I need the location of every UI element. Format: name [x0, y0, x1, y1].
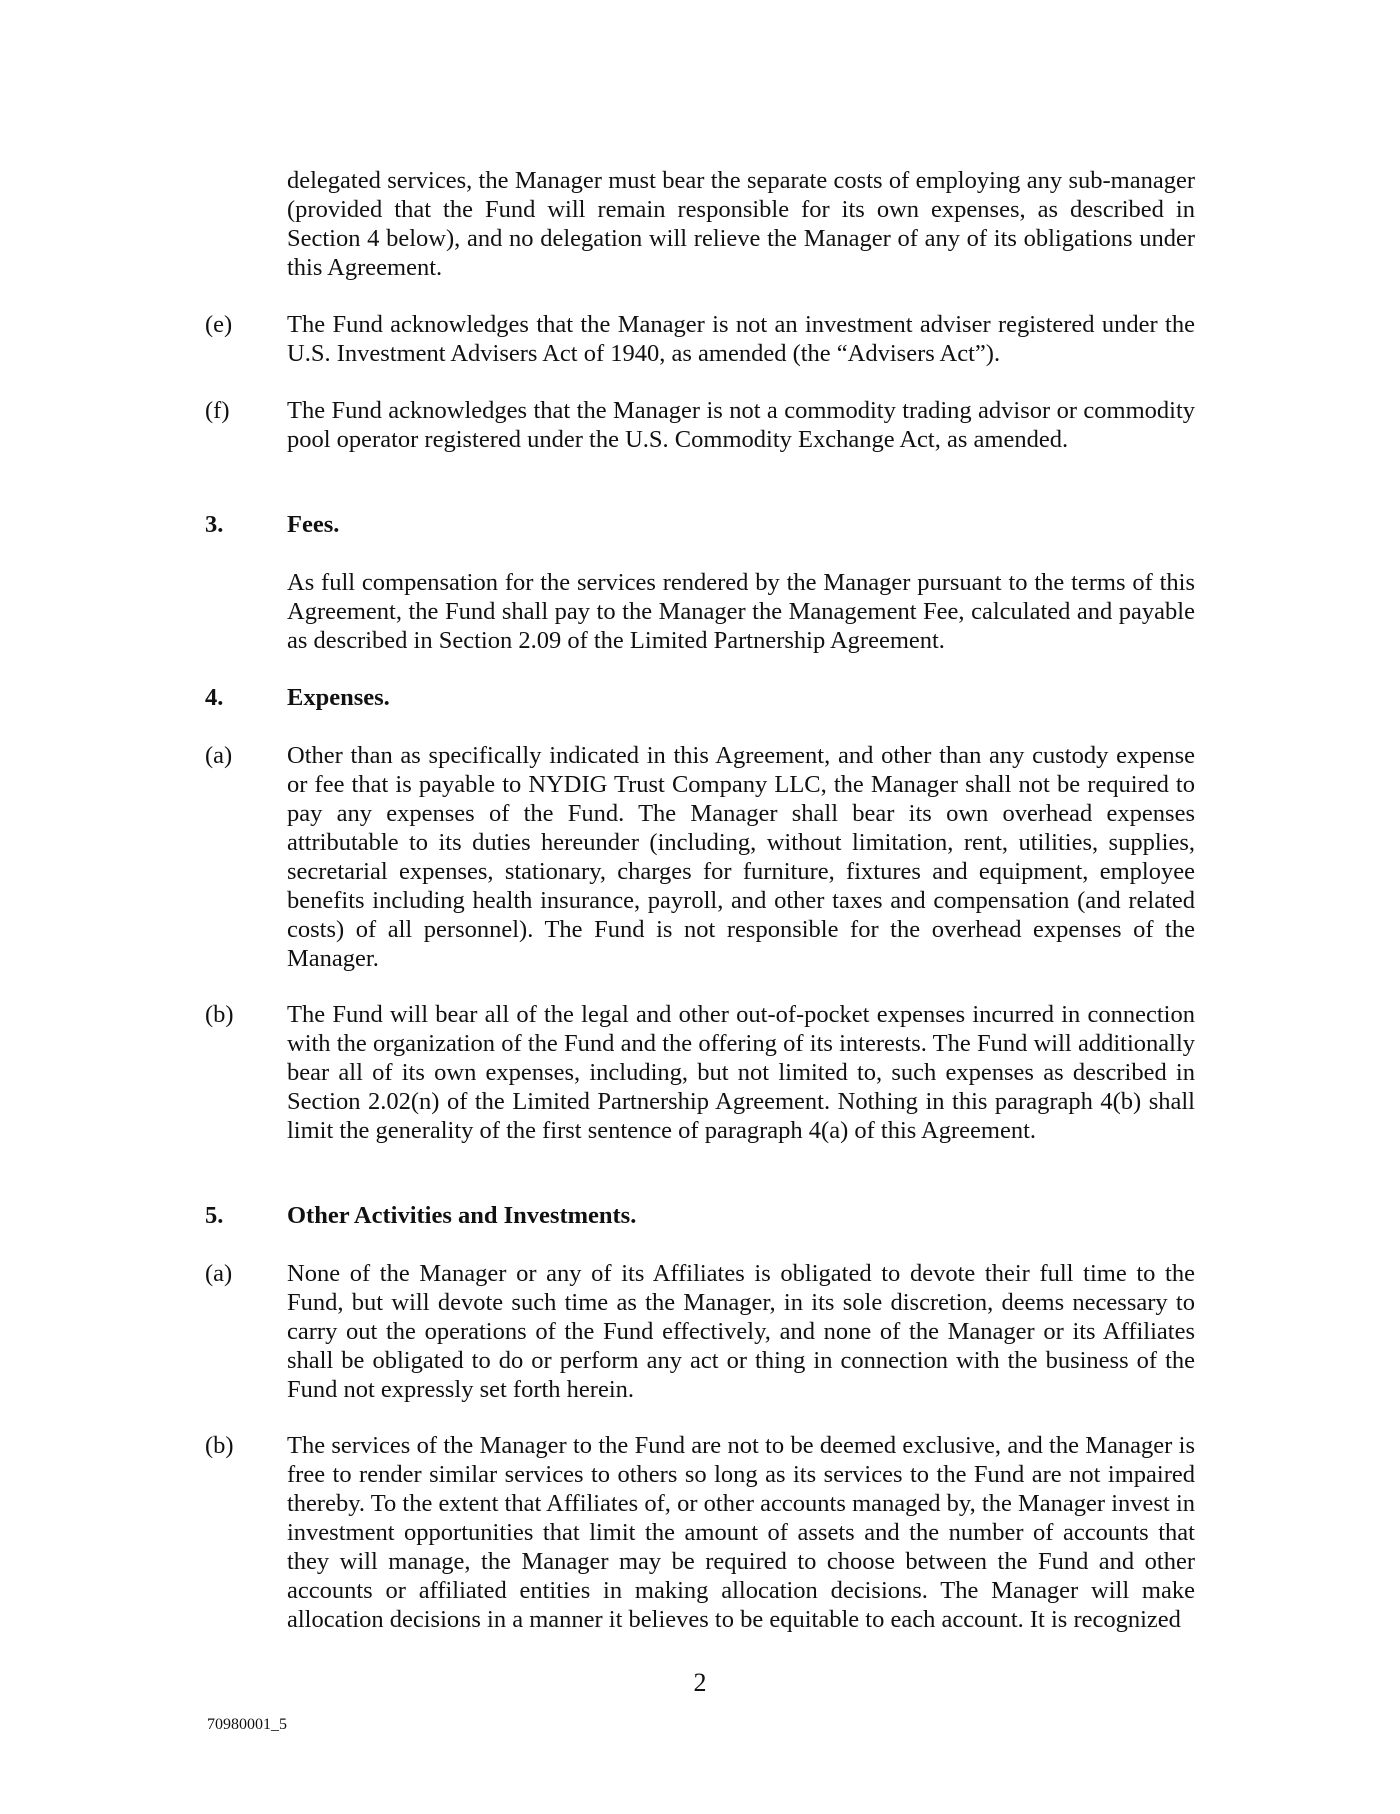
paragraph-marker: (e) [205, 311, 233, 338]
paragraph-2f [205, 396, 1195, 454]
section-number: 4. [205, 684, 224, 711]
section-3-body [205, 568, 1195, 655]
paragraph-5a [205, 1259, 1195, 1404]
section-4-heading [205, 683, 1195, 712]
section-title: Other Activities and Investments. [287, 1202, 637, 1229]
paragraph-text: Other than as specifically indicated in this Agreement, and other than any custody expense or fee that is payable to NYDIG Trust Company LLC, the Manager shall not be required to pay any expenses of the Fund. The Manager shall bear its own overhead expenses attributable to its duties hereunder (including, without limitation, rent, utilities, supplies, secretarial expenses, stationary, charges for furniture, fixtures and equipment, employee benefits including health insurance, payroll, and other taxes and compensation (and related costs) of all personnel). The Fund is not responsible for the overhead expenses of the Manager. [287, 742, 1195, 972]
paragraph-text: The Fund acknowledges that the Manager is not an investment adviser registered under the U.S. Investment Advisers Act of 1940, as amended (the “Advisers Act”). [287, 311, 1195, 367]
continuation-paragraph [205, 166, 1195, 282]
paragraph-marker: (a) [205, 742, 233, 769]
section-3-heading [205, 510, 1195, 539]
page-number: 2 [693, 1668, 707, 1697]
paragraph-marker: (b) [205, 1432, 234, 1459]
paragraph-text: None of the Manager or any of its Affiliates is obligated to devote their full time to the Fund, but will devote such time as the Manager, in its sole discretion, deems necessary to carry out the operations of the Fund effectively, and none of the Manager or its Affiliates shall be obligated to do or perform any act or thing in connection with the business of the Fund not expressly set forth herein. [287, 1260, 1195, 1403]
section-5-heading [205, 1201, 1195, 1230]
document-id: 70980001_5 [207, 1716, 287, 1733]
paragraph-4b [205, 1000, 1195, 1145]
section-title: Fees. [287, 511, 340, 538]
section-number: 3. [205, 511, 224, 538]
continuation-text: delegated services, the Manager must bear the separate costs of employing any sub-manager (provided that the Fund will remain responsible for its own expenses, as described in Section 4 below), and no delegation will relieve the Manager of any of its obligations under this Agreement. [287, 167, 1195, 281]
paragraph-4a [205, 741, 1195, 973]
paragraph-5b [205, 1431, 1195, 1634]
paragraph-2e [205, 310, 1195, 368]
paragraph-text: The Fund will bear all of the legal and other out-of-pocket expenses incurred in connection with the organization of the Fund and the offering of its interests. The Fund will additionally bear all of its own expenses, including, but not limited to, such expenses as described in Section 2.02(n) of the Limited Partnership Agreement. Nothing in this paragraph 4(b) shall limit the generality of the first sentence of paragraph 4(a) of this Agreement. [287, 1001, 1195, 1144]
paragraph-marker: (b) [205, 1001, 234, 1028]
paragraph-marker: (f) [205, 397, 230, 424]
paragraph-marker: (a) [205, 1260, 233, 1287]
paragraph-text: As full compensation for the services rendered by the Manager pursuant to the terms of this Agreement, the Fund shall pay to the Manager the Management Fee, calculated and payable as described in Section 2.09 of the Limited Partnership Agreement. [287, 569, 1195, 654]
section-title: Expenses. [287, 684, 390, 711]
section-number: 5. [205, 1202, 224, 1229]
paragraph-text: The Fund acknowledges that the Manager is not a commodity trading advisor or commodity pool operator registered under the U.S. Commodity Exchange Act, as amended. [287, 397, 1195, 453]
paragraph-text: The services of the Manager to the Fund are not to be deemed exclusive, and the Manager is free to render similar services to others so long as its services to the Fund are not impaired thereby. To the extent that Affiliates of, or other accounts managed by, the Manager invest in investment opportunities that limit the amount of assets and the number of accounts that they will manage, the Manager may be required to choose between the Fund and other accounts or affiliated entities in making allocation decisions. The Manager will make allocation decisions in a manner it believes to be equitable to each account. It is recognized [287, 1432, 1195, 1633]
